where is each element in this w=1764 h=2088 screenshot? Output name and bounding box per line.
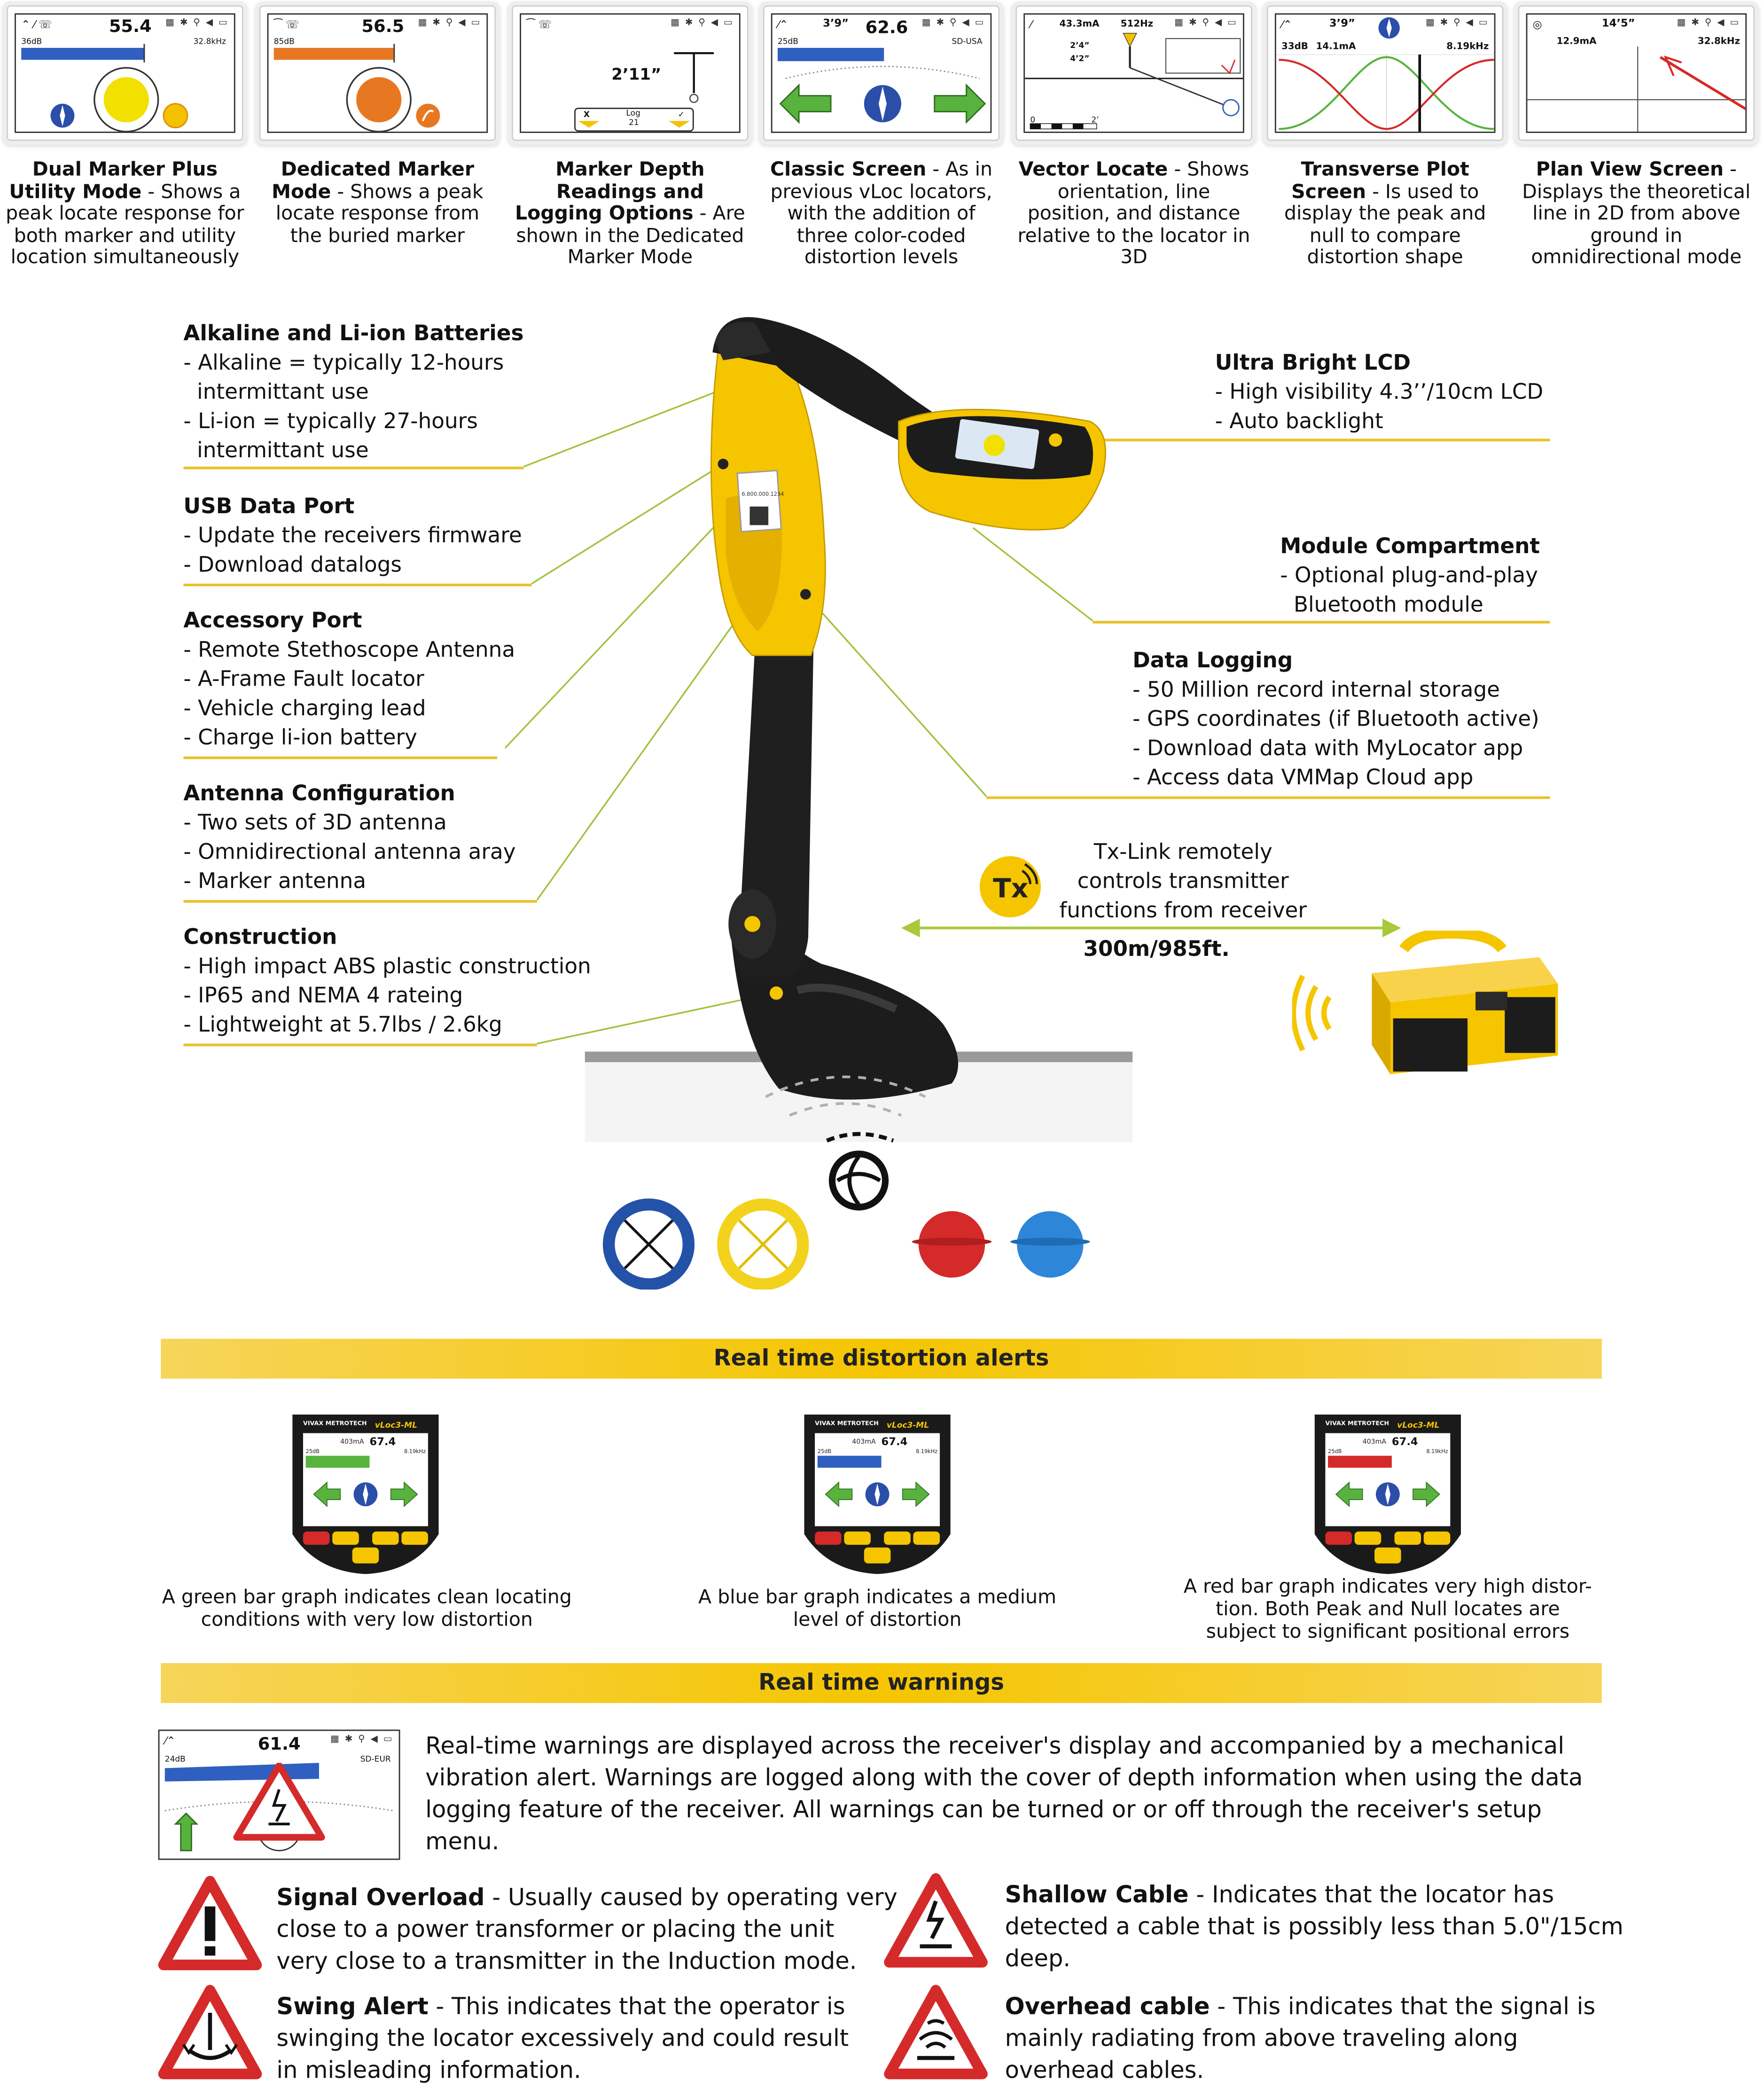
intro-line: logging feature of the receiver. All warnings can be turned or or off through the receiver's setup: [425, 1797, 1542, 1824]
callout-line: - High impact ABS plastic construction: [183, 953, 591, 979]
caption-line: tion. Both Peak and Null locates are: [1216, 1599, 1560, 1621]
depth-1: 2’4”: [1070, 41, 1090, 51]
callout-line: - Access data VMMap Cloud app: [1132, 764, 1474, 790]
mode-icon: ⌃ ⁄ ☏: [21, 18, 52, 31]
current-value: 403mA: [340, 1438, 364, 1446]
callout-accessory-port: [183, 606, 515, 752]
callout-title: Construction: [183, 924, 337, 949]
callout-line: intermittant use: [183, 379, 369, 404]
callout-title: Module Compartment: [1280, 533, 1540, 559]
caption-line: level of distortion: [793, 1610, 962, 1632]
callout-lcd: [1215, 348, 1544, 436]
status-icons: ▦ ✱ ⚲ ◀ ▭: [1174, 17, 1238, 28]
callout-title: Alkaline and Li-ion Batteries: [183, 320, 524, 346]
screen-thumbnail: [1267, 5, 1504, 141]
current-value: 403mA: [1362, 1438, 1387, 1446]
region-code: SD-USA: [952, 37, 983, 47]
locate-graphic: [268, 63, 488, 132]
warning-shallow-cable: [1005, 1880, 1624, 1976]
frequency: 8.19kHz: [1426, 1448, 1448, 1455]
model-label: vLoc3-ML: [886, 1421, 929, 1431]
shallow-cable-icon: [882, 1872, 989, 1970]
log-number: 21: [629, 118, 639, 128]
log-label: Log: [626, 109, 640, 118]
callout-batteries: [183, 319, 523, 465]
screen-thumbnail: [259, 5, 496, 141]
guidance-graphic: [773, 55, 992, 132]
txlink-line: controls transmitter: [1077, 868, 1289, 894]
brand-label: VIVAX METROTECH: [303, 1420, 367, 1427]
depth-value: 14’5”: [1601, 17, 1635, 30]
callout-underline: [183, 584, 531, 586]
distortion-device-blue: [799, 1412, 956, 1577]
callout-underline: [183, 757, 497, 759]
warning-line: deep.: [1005, 1946, 1071, 1973]
callout-line: - Two sets of 3D antenna: [183, 809, 447, 835]
screen-card-transverse: [1265, 5, 1505, 269]
callout-underline: [183, 467, 523, 469]
txlink-line: functions from receiver: [1059, 897, 1307, 923]
callout-line: - Remote Stethoscope Antenna: [183, 637, 515, 662]
signal-value: 67.4: [369, 1436, 396, 1448]
status-icons: ▦ ✱ ⚲ ◀ ▭: [165, 17, 229, 28]
transverse-plot: [1276, 55, 1496, 132]
callout-usb-port: [183, 492, 522, 580]
warning-signal-overload: [276, 1883, 898, 1979]
screen-card-dedicated-marker: [258, 5, 497, 247]
caption-line: subject to significant positional errors: [1206, 1622, 1570, 1643]
brand-label: VIVAX METROTECH: [815, 1420, 879, 1427]
warning-title: Shallow Cable: [1005, 1882, 1189, 1909]
screen-thumbnail: [1015, 5, 1252, 141]
signal-bar: [274, 48, 394, 60]
gain-db: 25dB: [817, 1448, 832, 1455]
mode-icon: ⁄⌃: [777, 18, 788, 31]
current-value: 403mA: [852, 1438, 876, 1446]
warning-line: very close to a transmitter in the Induction mode.: [276, 1949, 857, 1976]
screen-card-dual-marker: [5, 5, 244, 269]
status-icons: ▦ ✱ ⚲ ◀ ▭: [418, 17, 482, 28]
callout-line: Bluetooth module: [1280, 591, 1483, 617]
warning-swing-alert: [276, 1992, 849, 2088]
warning-line: mainly radiating from above traveling along: [1005, 2026, 1518, 2053]
callout-title: Antenna Configuration: [183, 780, 455, 806]
frequency: 8.19kHz: [1446, 41, 1489, 52]
gain-db: 25dB: [1328, 1448, 1342, 1455]
txlink-badge: Tx: [993, 873, 1029, 904]
mode-icon: ⁄⌃: [1281, 18, 1292, 31]
frequency: 32.8kHz: [193, 37, 226, 47]
signal-value: 61.4: [258, 1735, 301, 1755]
distortion-caption-blue: [638, 1588, 1116, 1633]
frequency: 512Hz: [1120, 18, 1154, 30]
current-value: 12.9mA: [1556, 36, 1597, 47]
warning-line: - Usually caused by operating very: [484, 1885, 898, 1912]
marker-icons: [585, 1130, 1117, 1290]
screen-thumbnail: [763, 5, 1000, 141]
depth-2: 4’2”: [1070, 54, 1090, 64]
depth-value: 2’11”: [611, 65, 662, 84]
screen-card-vector: [1014, 5, 1253, 269]
warning-screen-graphic: [159, 1763, 398, 1859]
device-phone: 6.800.000.1234: [742, 491, 784, 498]
warning-overhead-cable: [1005, 1992, 1596, 2088]
callout-data-logging: [1132, 646, 1539, 792]
txlink-range: 300m/985ft.: [1083, 936, 1230, 962]
caption-line: A blue bar graph indicates a medium: [698, 1587, 1057, 1609]
screen-card-plan-view: [1517, 5, 1756, 269]
frequency: 8.19kHz: [404, 1448, 426, 1455]
distortion-caption-red: [1148, 1577, 1627, 1644]
callout-underline: [183, 900, 537, 902]
model-label: vLoc3-ML: [1397, 1421, 1440, 1431]
screen-caption: Vector Locate - Shows orientation, line position, and distance relative to the locator in 3D: [1017, 159, 1250, 269]
callout-line: - 50 Million record internal storage: [1132, 676, 1500, 702]
transmitter-illustration: [1292, 931, 1571, 1090]
gain-db: 25dB: [777, 37, 798, 47]
intro-line: vibration alert. Warnings are logged along with the cover of depth information when using the data: [425, 1765, 1583, 1792]
warning-line: in misleading information.: [276, 2058, 581, 2085]
overhead-cable-icon: [882, 1984, 989, 2082]
callout-line: - Download datalogs: [183, 551, 402, 577]
gain-db: 85dB: [273, 37, 295, 47]
warning-line: swinging the locator excessively and could result: [276, 2026, 849, 2053]
callout-line: intermittant use: [183, 437, 369, 463]
screen-caption: Plan View Screen - Displays the theoretical line in 2D from above ground in omnidirectional mode: [1522, 159, 1751, 269]
callout-line: - Vehicle charging lead: [183, 695, 426, 721]
warnings-intro: [425, 1731, 1583, 1859]
callout-underline: [1093, 621, 1550, 623]
txlink-description: [1050, 837, 1316, 925]
log-panel[interactable]: [574, 108, 694, 132]
scale-end: 2’: [1091, 116, 1099, 125]
vector-graphic: [1025, 28, 1244, 133]
screen-card-marker-depth: [510, 5, 749, 269]
screen-thumbnail: [7, 5, 243, 141]
mode-icon: ⁀ ☏: [273, 18, 299, 31]
status-icons: ▦ ✱ ⚲ ◀ ▭: [921, 17, 985, 28]
txlink-line: Tx-Link remotely: [1093, 839, 1272, 864]
callout-module-compartment: [1280, 532, 1540, 620]
warning-line: close to a power transformer or placing the unit: [276, 1917, 835, 1944]
frequency: 32.8kHz: [1697, 36, 1741, 47]
caption-line: conditions with very low distortion: [201, 1610, 533, 1632]
depth-value: 3’9”: [1329, 17, 1355, 30]
intro-line: menu.: [425, 1829, 500, 1856]
caption-line: A green bar graph indicates clean locating: [162, 1587, 572, 1609]
frequency: 8.19kHz: [916, 1448, 938, 1455]
depth-indicator: [667, 48, 720, 108]
model-label: vLoc3-ML: [375, 1421, 417, 1431]
warning-line: - This indicates that the operator is: [428, 1994, 845, 2021]
screen-thumbnail: [1518, 5, 1755, 141]
callout-title: Data Logging: [1132, 647, 1293, 673]
brand-label: VIVAX METROTECH: [1325, 1420, 1389, 1427]
callout-line: - Charge li-ion battery: [183, 724, 417, 750]
signal-value: 67.4: [1391, 1436, 1418, 1448]
signal-value: 62.6: [865, 18, 908, 39]
region-code: SD-EUR: [360, 1755, 391, 1764]
warning-title: Swing Alert: [276, 1994, 429, 2021]
gain-db: 36dB: [21, 37, 42, 47]
signal-overload-icon: [157, 1875, 263, 1973]
screen-card-classic: [762, 5, 1001, 269]
status-icons: ▦ ✱ ⚲ ◀ ▭: [1425, 17, 1489, 28]
status-icons: ▦ ✱ ⚲ ◀ ▭: [330, 1733, 394, 1744]
signal-value: 55.4: [109, 17, 152, 38]
intro-line: Real-time warnings are displayed across the receiver's display and accompanied by a mechanical: [425, 1733, 1564, 1760]
signal-bar: [21, 48, 143, 60]
warning-line: detected a cable that is possibly less than 5.0"/15cm: [1005, 1914, 1624, 1941]
txlink-icon: [977, 853, 1043, 920]
status-icons: ▦ ✱ ⚲ ◀ ▭: [1677, 17, 1741, 28]
screen-caption: Transverse Plot Screen - Is used to display the peak and null to compare distortion shape: [1284, 159, 1486, 269]
callout-line: - Download data with MyLocator app: [1132, 735, 1523, 761]
signal-value: 56.5: [361, 17, 405, 38]
mode-icon: ⁄⌃: [164, 1735, 176, 1747]
mode-icon: ⁀ ☏: [526, 18, 552, 31]
current-value: 43.3mA: [1059, 18, 1100, 30]
signal-value: 67.4: [881, 1436, 908, 1448]
callout-line: - Optional plug-and-play: [1280, 562, 1538, 588]
gain-db: 24dB: [164, 1755, 186, 1764]
warning-title: Signal Overload: [276, 1885, 485, 1912]
warning-line: - Indicates that the locator has: [1188, 1882, 1554, 1909]
callout-title: Accessory Port: [183, 607, 362, 633]
gain-db: 33dB: [1281, 41, 1308, 52]
warning-screen: [158, 1729, 400, 1860]
locate-graphic: [16, 63, 235, 132]
status-icons: ▦ ✱ ⚲ ◀ ▭: [671, 17, 734, 28]
callout-line: - Marker antenna: [183, 868, 367, 894]
callout-line: - GPS coordinates (if Bluetooth active): [1132, 706, 1539, 731]
warning-line: - This indicates that the signal is: [1210, 1994, 1596, 2021]
scale-start: 0: [1030, 116, 1036, 125]
cancel-icon: X: [583, 110, 590, 120]
warning-line: overhead cables.: [1005, 2058, 1204, 2085]
screen-caption: Dual Marker Plus Utility Mode - Shows a peak locate response for both marker and utility location simultaneously: [6, 159, 244, 269]
callout-antenna: [183, 779, 515, 896]
confirm-icon: ✓: [678, 110, 685, 120]
distortion-device-red: [1309, 1412, 1466, 1577]
callout-line: - Update the receivers firmware: [183, 522, 522, 548]
mode-icon: ◎: [1532, 18, 1542, 31]
depth-value: 3’9”: [823, 17, 849, 30]
distortion-device-green: [287, 1412, 444, 1577]
callout-line: - Li-ion = typically 27-hours: [183, 408, 478, 434]
section-header-warnings: Real time warnings: [161, 1663, 1602, 1703]
callout-line: - High visibility 4.3’’/10cm LCD: [1215, 379, 1544, 404]
warning-title: Overhead cable: [1005, 1994, 1210, 2021]
section-header-distortion: Real time distortion alerts: [161, 1339, 1602, 1379]
current-value: 14.1mA: [1316, 41, 1356, 52]
callout-title: USB Data Port: [183, 493, 355, 519]
screen-caption: Marker Depth Readings and Logging Options - Are shown in the Dedicated Marker Mode: [515, 159, 745, 269]
screen-caption: Classic Screen - As in previous vLoc locators, with the addition of three color-coded distortion levels: [770, 159, 993, 269]
screen-thumbnail: [512, 5, 749, 141]
locator-illustration: [505, 299, 1143, 1150]
callout-title: Ultra Bright LCD: [1215, 350, 1411, 375]
callout-line: - Omnidirectional antenna aray: [183, 839, 516, 864]
plan-view-graphic: [1527, 47, 1747, 132]
callout-line: - Auto backlight: [1215, 408, 1383, 434]
mode-icon: ⁄: [1030, 18, 1032, 31]
distortion-caption-green: [128, 1588, 606, 1633]
gain-db: 25dB: [305, 1448, 320, 1455]
callout-line: - A-Frame Fault locator: [183, 666, 424, 692]
callout-line: - IP65 and NEMA 4 rateing: [183, 982, 463, 1008]
swing-alert-icon: [157, 1984, 263, 2082]
callout-underline: [183, 1044, 537, 1046]
screen-caption: Dedicated Marker Mode - Shows a peak locate response from the buried marker: [272, 159, 484, 247]
callout-line: - Lightweight at 5.7lbs / 2.6kg: [183, 1011, 502, 1037]
callout-line: - Alkaline = typically 12-hours: [183, 350, 504, 375]
compass-icon: [1377, 16, 1401, 40]
caption-line: A red bar graph indicates very high distor-: [1183, 1577, 1592, 1598]
